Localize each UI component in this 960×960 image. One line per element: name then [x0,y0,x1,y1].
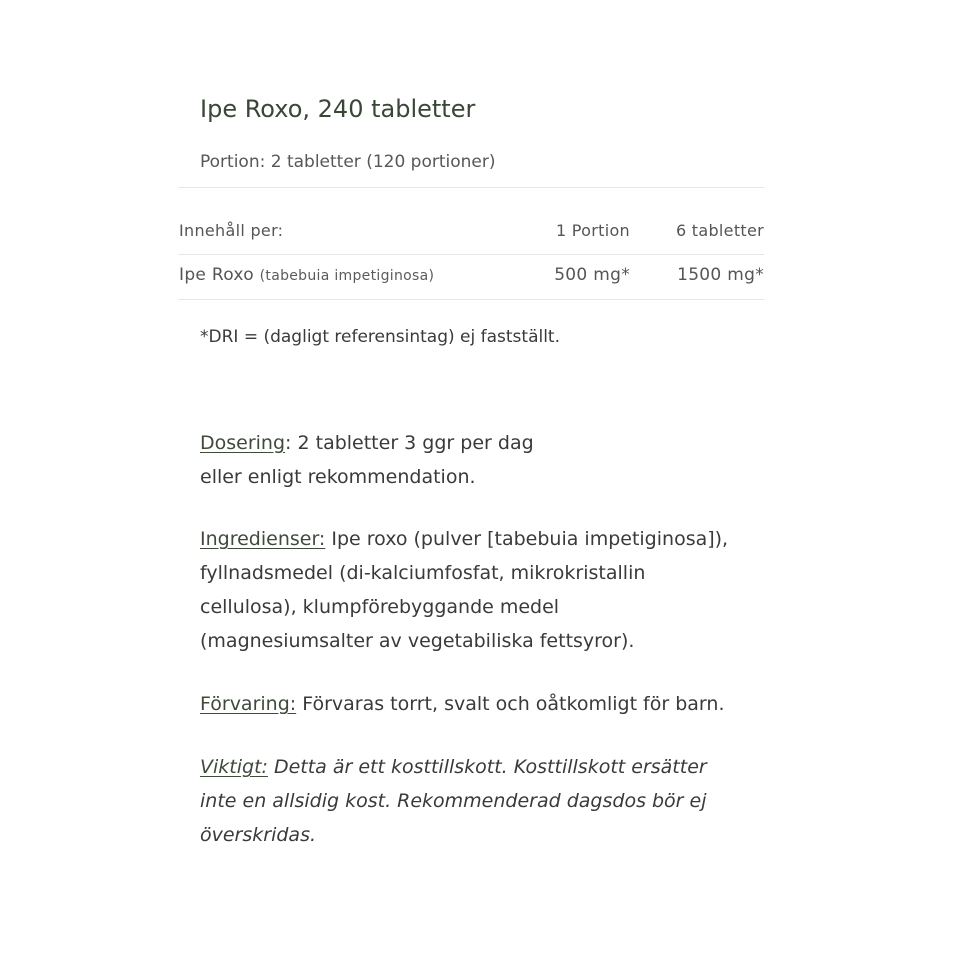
divider [178,254,764,255]
important-line-1 [200,750,800,784]
table-header-name: Innehåll per: [179,221,284,240]
dri-note: *DRI = (dagligt referensintag) ej fastställt. [200,327,561,347]
amount-per-6-tablets: 1500 mg* [677,265,764,285]
ingredients-label: Ingredienser: [200,528,326,550]
amount-per-portion: 500 mg* [554,265,630,285]
important-section [200,750,800,852]
storage-section [200,687,800,721]
storage-text: Förvaras torrt, svalt och oåtkomligt för barn. [296,693,725,715]
dosage-line-1 [200,426,800,460]
table-header-tablets: 6 tabletter [675,221,764,240]
portion-info: Portion: 2 tabletter (120 portioner) [200,152,496,172]
ingredients-line-1 [200,522,800,556]
divider [178,187,764,188]
important-line-3: överskridas. [200,824,317,846]
ingredients-section [200,522,800,658]
ingredients-line-3: cellulosa), klumpförebyggande medel [200,596,560,618]
dosage-text: : 2 tabletter 3 ggr per dag [285,432,534,454]
product-title: Ipe Roxo, 240 tabletter [200,95,476,123]
table-header-portion: 1 Portion [555,221,630,240]
ingredient-scientific: (tabebuia impetiginosa) [259,268,435,284]
dosage-label: Dosering [200,432,286,454]
storage-line-1 [200,687,800,721]
dosage-section [200,426,800,494]
ingredients-line-2: fyllnadsmedel (di-kalciumfosfat, mikrokristallin [200,562,646,584]
divider [178,299,764,300]
dosage-line-2: eller enligt rekommendation. [200,466,476,488]
ingredients-line-4: (magnesiumsalter av vegetabiliska fettsyror). [200,630,635,652]
ingredients-text: Ipe roxo (pulver [tabebuia impetiginosa]), [325,528,729,550]
important-text: Detta är ett kosttillskott. Kosttillskott ersätter [267,756,707,778]
ingredient-name [179,265,434,285]
important-label: Viktigt: [200,756,268,778]
ingredient-label: Ipe Roxo [179,265,254,285]
storage-label: Förvaring: [200,693,297,715]
important-line-2: inte en allsidig kost. Rekommenderad dagsdos bör ej [200,790,707,812]
